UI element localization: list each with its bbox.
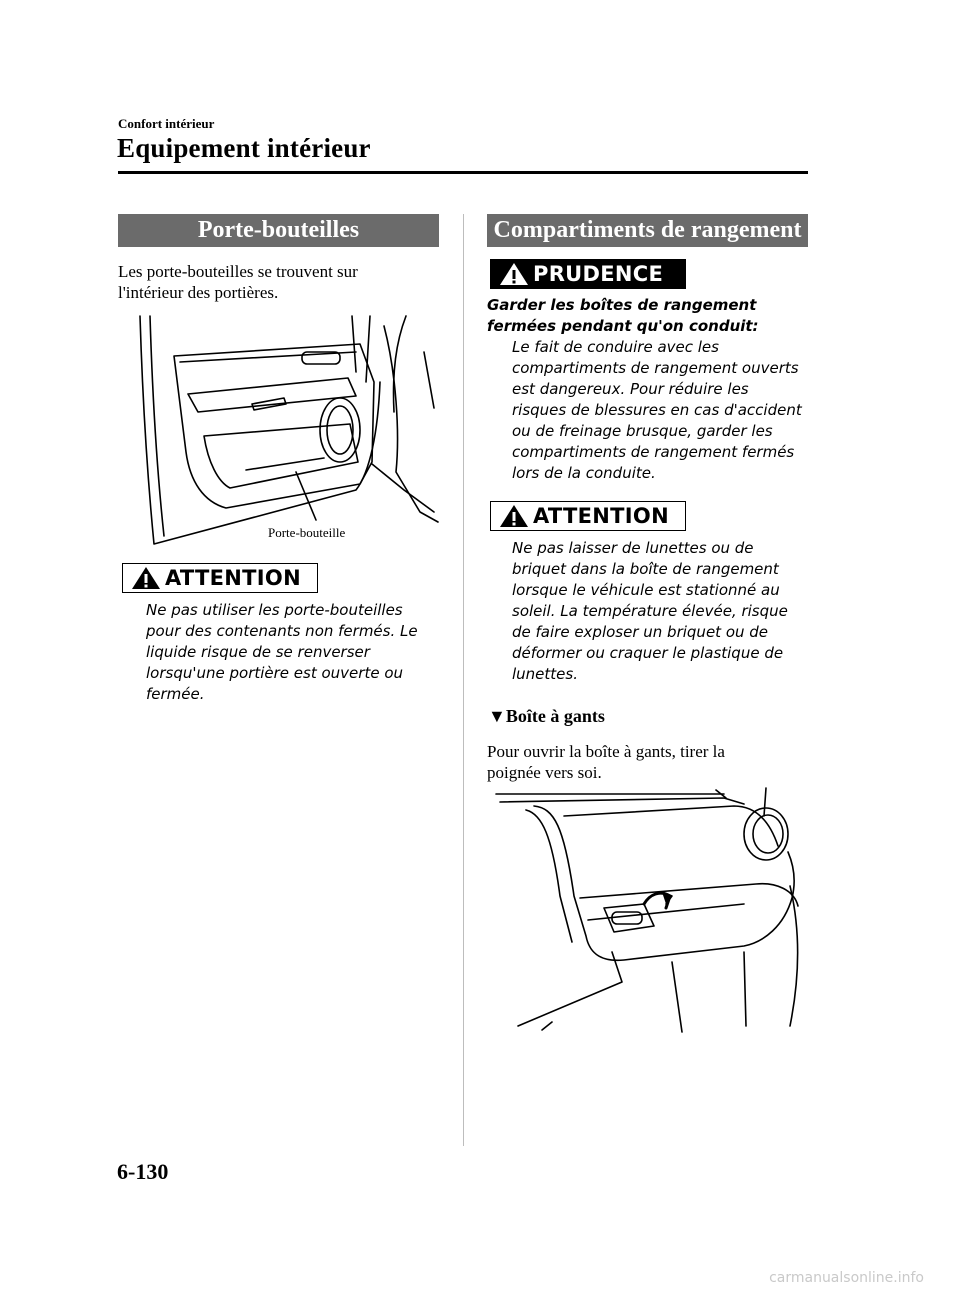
chapter-title: Equipement intérieur xyxy=(117,133,371,163)
attention-line: pour des contenants non fermés. Le xyxy=(146,622,418,640)
attention-label: ATTENTION xyxy=(165,566,301,590)
attention-line: Ne pas laisser de lunettes ou de xyxy=(512,539,754,557)
prudence-label: PRUDENCE xyxy=(533,262,664,286)
attention-line: fermée. xyxy=(146,685,205,703)
attention-box xyxy=(122,563,318,593)
door-bottle-holder-illustration xyxy=(134,312,440,552)
prudence-line: est dangereux. Pour réduire les xyxy=(512,380,749,398)
attention-box-2 xyxy=(490,501,686,531)
attention-line: briquet dans la boîte de rangement xyxy=(512,560,779,578)
triangle-down-icon: ▼ xyxy=(488,706,506,726)
glovebox-line: Pour ouvrir la boîte à gants, tirer la xyxy=(487,742,725,761)
attention-line: Ne pas utiliser les porte-bouteilles xyxy=(146,601,403,619)
attention-line: lorsqu'une portière est ouverte ou xyxy=(146,664,404,682)
attention-line: lorsque le véhicule est stationné au xyxy=(512,581,780,599)
warning-triangle-icon xyxy=(131,566,161,590)
column-divider xyxy=(463,214,464,1146)
watermark: carmanualsonline.info xyxy=(769,1270,924,1286)
intro-line: Les porte-bouteilles se trouvent sur xyxy=(118,262,358,281)
attention-text-2 xyxy=(512,538,788,685)
page-number: 6-130 xyxy=(117,1159,169,1184)
subheading-text: Boîte à gants xyxy=(505,706,605,726)
warning-triangle-icon xyxy=(499,504,529,528)
bottle-holder-callout: Porte-bouteille xyxy=(268,525,346,540)
attention-label-2: ATTENTION xyxy=(533,504,669,528)
glove-box-illustration xyxy=(494,786,806,1036)
glovebox-text xyxy=(487,741,725,783)
header-rule xyxy=(118,171,808,174)
attention-line: déformer ou craquer le plastique de xyxy=(512,644,784,662)
prudence-line: Le fait de conduire avec les xyxy=(512,338,719,356)
prudence-title xyxy=(487,295,759,337)
intro-line: l'intérieur des portières. xyxy=(118,283,279,302)
intro-text xyxy=(118,261,358,303)
section-banner-compartiments: Compartiments de rangement xyxy=(487,214,808,247)
prudence-line: compartiments de rangement ouverts xyxy=(512,359,799,377)
prudence-line: risques de blessures en cas d'accident xyxy=(512,401,802,419)
section-banner-porte-bouteilles: Porte-bouteilles xyxy=(118,214,439,247)
glovebox-line: poignée vers soi. xyxy=(487,763,602,782)
attention-line: soleil. La température élevée, risque xyxy=(512,602,788,620)
subheading-boite-a-gants xyxy=(488,706,605,727)
attention-text xyxy=(146,600,418,705)
prudence-body xyxy=(512,337,802,484)
prudence-title-line: Garder les boîtes de rangement xyxy=(487,296,757,314)
prudence-line: lors de la conduite. xyxy=(512,464,656,482)
prudence-box xyxy=(490,259,686,289)
attention-line: lunettes. xyxy=(512,665,578,683)
prudence-line: compartiments de rangement fermés xyxy=(512,443,795,461)
prudence-title-line: fermées pendant qu'on conduit: xyxy=(487,317,759,335)
attention-line: de faire exploser un briquet ou de xyxy=(512,623,769,641)
prudence-line: ou de freinage brusque, garder les xyxy=(512,422,773,440)
attention-line: liquide risque de se renverser xyxy=(146,643,370,661)
warning-triangle-icon xyxy=(499,262,529,286)
section-label: Confort intérieur xyxy=(118,116,215,131)
